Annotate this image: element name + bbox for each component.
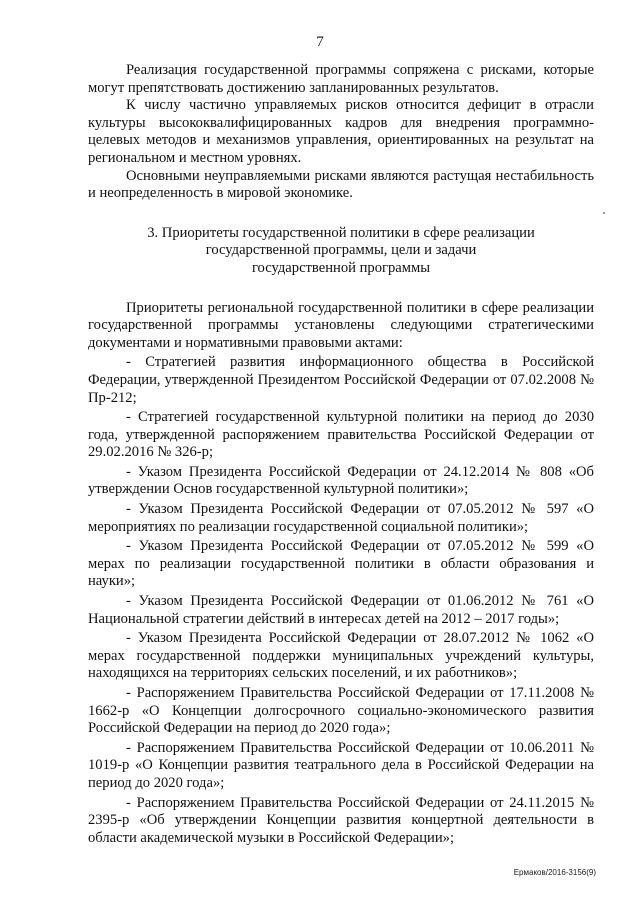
section-heading-line: государственной программы [251, 259, 431, 276]
intro-paragraph-risks: Реализация государственной программы сопряжена с рисками, которые могут препятствовать достижению запланированных результатов. [88, 62, 594, 96]
document-body [88, 62, 594, 847]
intro-paragraph-managed-risks: К числу частично управляемых рисков относится дефицит в отрасли культуры высококвалифицированных кадров для внедрения программно-целевых методов и механизмов управления, ориентированных на результат на региональном и местном уровнях. [88, 97, 594, 166]
priority-document-item: - Указом Президента Российской Федерации от 07.05.2012 № 597 «О мероприятиях по реализации государственной социальной политики»; [88, 501, 594, 535]
section-heading-line: государственной программы, цели и задачи [205, 242, 477, 259]
priority-document-item: - Указом Президента Российской Федерации от 28.07.2012 № 1062 «О мерах государственной поддержки муниципальных учреждений культуры, находящихся на территориях сельских поселений, и их работников»; [88, 630, 594, 682]
priority-document-item: - Распоряжением Правительства Российской Федерации от 10.06.2011 № 1019-р «О Концепции развития театрального дела в Российской Федерации на период до 2020 года»; [88, 739, 594, 791]
priority-document-item: - Стратегией развития информационного общества в Российской Федерации, утвержденной Президентом Российской Федерации от 07.02.2008 № Пр-212; [88, 354, 594, 406]
priority-document-item: - Распоряжением Правительства Российской Федерации от 17.11.2008 № 1662-р «О Концепции долгосрочного социально-экономического развития Российской Федерации на период до 2020 года»; [88, 685, 594, 737]
intro-paragraph-unmanaged-risks: Основными неуправляемыми рисками являются растущая нестабильность и неопределенность в мировой экономике. [88, 167, 594, 202]
page-number: 7 [316, 34, 324, 50]
priority-document-item: - Указом Президента Российской Федерации от 07.05.2012 № 599 «О мерах по реализации государственной политики в области образования и науки»; [88, 538, 594, 590]
section-heading-line: 3. Приоритеты государственной политики в сфере реализации [147, 224, 535, 241]
priority-document-item: - Распоряжением Правительства Российской Федерации от 24.11.2015 № 2395-р «Об утверждении Концепции развития концертной деятельности в области академической музыки в Российской Федерации»; [88, 794, 594, 846]
section-heading [88, 225, 594, 278]
priority-document-item: - Стратегией государственной культурной политики на период до 2030 года, утвержденной распоряжением правительства Российской Федерации от 29.02.2016 № 326-р; [88, 409, 594, 461]
scan-speck [603, 212, 605, 214]
priority-document-item: - Указом Президента Российской Федерации от 24.12.2014 № 808 «Об утверждении Основ государственной культурной политики»; [88, 463, 594, 498]
document-footer-code: Ермаков/2016-3156(9) [513, 868, 596, 877]
priority-document-item: - Указом Президента Российской Федерации от 01.06.2012 № 761 «О Национальной стратегии действий в интересах детей на 2012 – 2017 годы»; [88, 593, 594, 627]
section-lead-paragraph: Приоритеты региональной государственной политики в сфере реализации государственной программы установлены следующими стратегическими документами и нормативными правовыми актами: [88, 299, 594, 351]
